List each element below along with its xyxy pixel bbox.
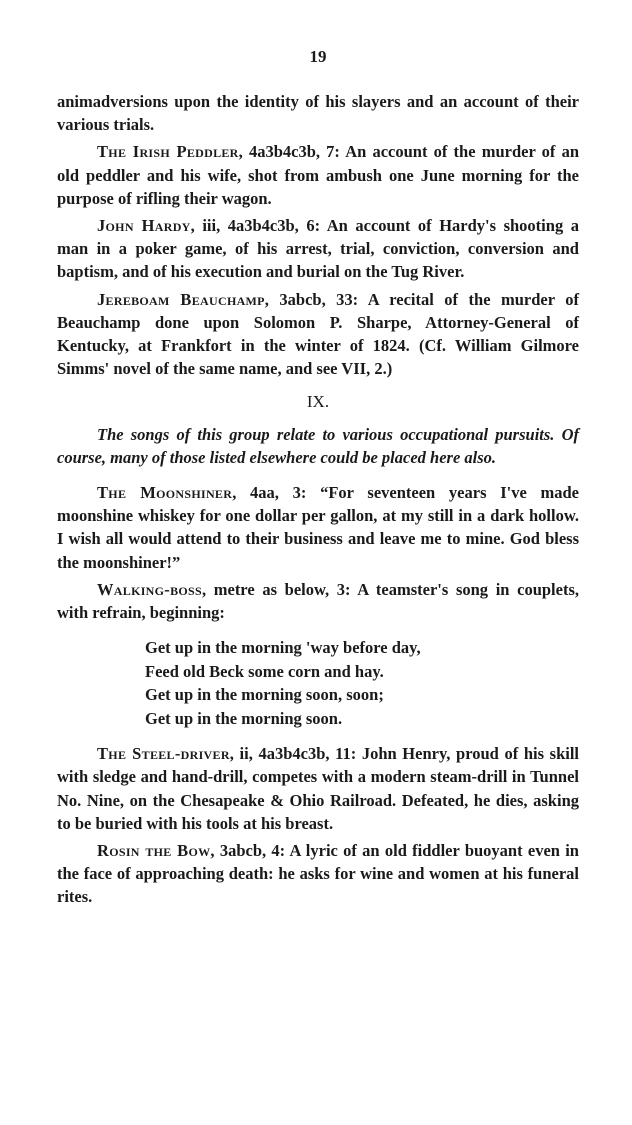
- entry-text: An account of Hardy's shooting a man in a poker game, of his arrest, trial, conviction, conversion and baptism, and of his execution and burial on the Tug River.: [57, 216, 579, 282]
- section-heading: IX.: [306, 392, 330, 412]
- verse-block: [145, 636, 579, 730]
- entry-john-hardy: [57, 214, 579, 284]
- entry-text: John Henry, proud of his skill with sledge and hand-drill, competes with a modern steam-drill in Tunnel No. Nine, on the Chesapeake & Ohio Railroad. Defeated, he dies, asking to be buried with his tools at his breast.: [57, 744, 579, 833]
- entry-text: An account of the murder of an old peddler and his wife, shot from ambush one June morning for the purpose of rifling their wagon.: [57, 142, 580, 208]
- entry-text: A teamster's song in couplets, with refrain, beginning:: [57, 579, 579, 623]
- entry-title: The Moonshiner: [97, 483, 233, 503]
- entry-meta: , 4a3b4c3b, 7:: [238, 142, 340, 162]
- entry-meta: , iii, 4a3b4c3b, 6:: [190, 216, 321, 236]
- entry-meta: , ii, 4a3b4c3b, 11:: [229, 744, 357, 764]
- verse-line: Get up in the morning soon.: [145, 708, 343, 728]
- entry-text: “For seventeen years I've made moonshine whiskey for one dollar per gallon, at my still in a dark hollow. I wish all would attend to their business and leave me to mine. God bless the moonshiner!”: [57, 483, 580, 572]
- entry-text: A recital of the murder of Beauchamp done upon Solomon P. Sharpe, Attorney-General of Kentucky, at Frankfort in the winter of 1824. (Cf. William Gilmore Simms' novel of the same name, and see VII, 2.): [57, 289, 579, 379]
- entry-meta: , 3abcb, 33:: [264, 289, 359, 309]
- entry-title: The Steel-driver: [97, 744, 230, 764]
- entry-steel-driver: [57, 742, 579, 835]
- section-intro: The songs of this group relate to various occupational pursuits. Of course, many of those listed elsewhere could be placed here also.: [57, 424, 579, 467]
- page-body: [57, 90, 579, 909]
- entry-walking-boss: [57, 578, 579, 624]
- entry-irish-peddler: [57, 140, 579, 210]
- entry-rosin-the-bow: [57, 839, 579, 909]
- entry-moonshiner: [57, 481, 579, 574]
- entry-text: A lyric of an old fiddler buoyant even in the face of approaching death: he asks for wine and women at his funeral rites.: [57, 841, 579, 907]
- entry-title: Walking-boss: [97, 579, 202, 599]
- page-number: 19: [309, 47, 327, 66]
- entry-title: John Hardy: [97, 216, 191, 236]
- entry-title: Jereboam Beauchamp: [97, 289, 265, 309]
- entry-meta: , metre as below, 3:: [201, 579, 351, 599]
- entry-jereboam-beauchamp: [57, 288, 579, 381]
- verse-line: Get up in the morning soon, soon;: [145, 685, 384, 705]
- verse-line: Get up in the morning 'way before day,: [145, 638, 421, 658]
- entry-meta: , 4aa, 3:: [232, 483, 307, 503]
- entry-meta: , 3abcb, 4:: [210, 841, 286, 861]
- verse-line: Feed old Beck some corn and hay.: [145, 661, 384, 681]
- continuation-paragraph: animadversions upon the identity of his slayers and an account of their various trials.: [57, 92, 579, 135]
- entry-title: The Irish Peddler: [97, 142, 239, 162]
- entry-title: Rosin the Bow: [97, 841, 211, 861]
